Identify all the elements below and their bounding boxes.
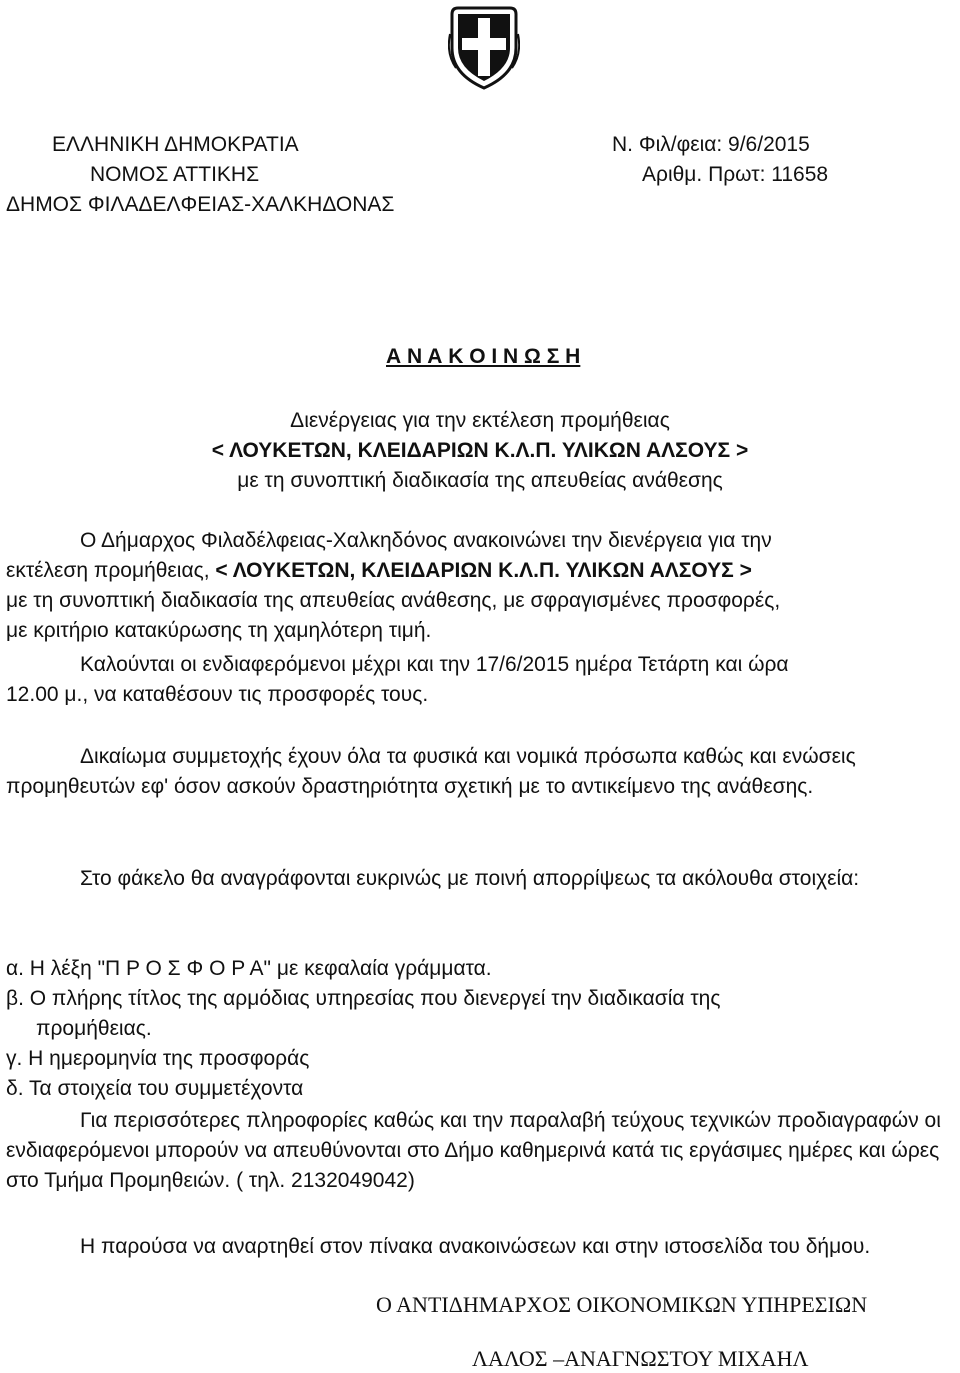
deadline-line-1: Καλούνται οι ενδιαφερόμενοι μέχρι και την 17/6/2015 ημέρα Τετάρτη και ώρα [80, 653, 789, 676]
information-text: Για περισσότερες πληροφορίες καθώς και την παραλαβή τεύχους τεχνικών προδιαγραφών οι ενδιαφερόμενοι μπορούν να απευθύνονται στο Δήμο καθημερινά κατά τις εργάσιμες ημέρες και ώρες στο Τμήμα Προμηθειών. ( τηλ. 2132049042) [6, 1109, 941, 1192]
header-right [612, 130, 828, 190]
protocol-number: Αριθμ. Πρωτ: 11658 [642, 163, 829, 186]
list-item: προμήθειας. [36, 1017, 152, 1040]
subject-line-1: Διενέργειας για την εκτέλεση προμήθειας [290, 409, 670, 432]
list-item: γ. Η ημερομηνία της προσφοράς [6, 1047, 310, 1070]
posting-text: Η παρούσα να αναρτηθεί στον πίνακα ανακοινώσεων και στην ιστοσελίδα του δήμου. [80, 1235, 871, 1258]
body-paragraph-2 [6, 650, 789, 710]
document-title: Α Ν Α Κ Ο Ι Ν Ω Σ Η [386, 345, 581, 368]
header-left [6, 130, 394, 220]
signature-role: Ο ΑΝΤΙΔΗΜΑΡΧΟΣ ΟΙΚΟΝΟΜΙΚΩΝ ΥΠΗΡΕΣΙΩΝ [376, 1292, 868, 1317]
place-date: Ν. Φιλ/φεια: 9/6/2015 [612, 133, 810, 156]
body-paragraph-1 [6, 526, 780, 646]
list-item: β. Ο πλήρης τίτλος της αρμόδιας υπηρεσίας που διενεργεί την διαδικασία της [6, 987, 721, 1010]
eligibility-text: Δικαίωμα συμμετοχής έχουν όλα τα φυσικά και νομικά πρόσωπα καθώς και ενώσεις προμηθευτών εφ' όσον ασκούν δραστηριότητα σχετική με το αντικείμενο της ανάθεσης. [6, 745, 856, 798]
body-paragraph-5 [6, 1106, 956, 1196]
deadline-line-2: 12.00 μ., να καταθέσουν τις προσφορές τους. [6, 683, 429, 706]
paragraph-1-line-3: με τη συνοπτική διαδικασία της απευθείας ανάθεσης, με σφραγισμένες προσφορές, [6, 589, 781, 612]
municipality-line: ΔΗΜΟΣ ΦΙΛΑΔΕΛΦΕΙΑΣ-ΧΑΛΚΗΔΟΝΑΣ [6, 193, 395, 216]
envelope-items-list [6, 954, 720, 1104]
greek-coat-of-arms-icon [448, 4, 520, 90]
list-item: α. Η λέξη "Π Ρ Ο Σ Φ Ο Ρ Α" με κεφαλαία γράμματα. [6, 957, 492, 980]
paragraph-1-subject: < ΛΟΥΚΕΤΩΝ, ΚΛΕΙΔΑΡΙΩΝ Κ.Λ.Π. ΥΛΙΚΩΝ ΑΛΣΟΥΣ > [215, 559, 752, 582]
signature-name: ΛΑΛΟΣ –ΑΝΑΓΝΩΣΤΟΥ ΜΙΧΑΗΛ [472, 1346, 809, 1371]
country-line: ΕΛΛΗΝΙΚΗ ΔΗΜΟΚΡΑΤΙΑ [52, 133, 299, 156]
body-paragraph-6 [6, 1232, 956, 1262]
paragraph-1-line-2 [6, 556, 780, 586]
envelope-instructions: Στο φάκελο θα αναγράφονται ευκρινώς με ποινή απορρίψεως τα ακόλουθα στοιχεία: [80, 867, 860, 890]
subject-line-2: < ΛΟΥΚΕΤΩΝ, ΚΛΕΙΔΑΡΙΩΝ Κ.Λ.Π. ΥΛΙΚΩΝ ΑΛΣΟΥΣ > [211, 439, 749, 462]
body-paragraph-3 [6, 742, 956, 802]
body-paragraph-4 [6, 864, 956, 894]
paragraph-1-text: εκτέλεση προμήθειας, [6, 559, 216, 582]
list-item: δ. Τα στοιχεία του συμμετέχοντα [6, 1077, 304, 1100]
subject-line-3: με τη συνοπτική διαδικασία της απευθείας ανάθεσης [237, 469, 723, 492]
prefecture-line: ΝΟΜΟΣ ΑΤΤΙΚΗΣ [90, 163, 260, 186]
paragraph-1-line-4: με κριτήριο κατακύρωσης τη χαμηλότερη τιμή. [6, 619, 432, 642]
paragraph-1-line-1: Ο Δήμαρχος Φιλαδέλφειας-Χαλκηδόνος ανακοινώνει την διενέργεια για την [80, 529, 772, 552]
